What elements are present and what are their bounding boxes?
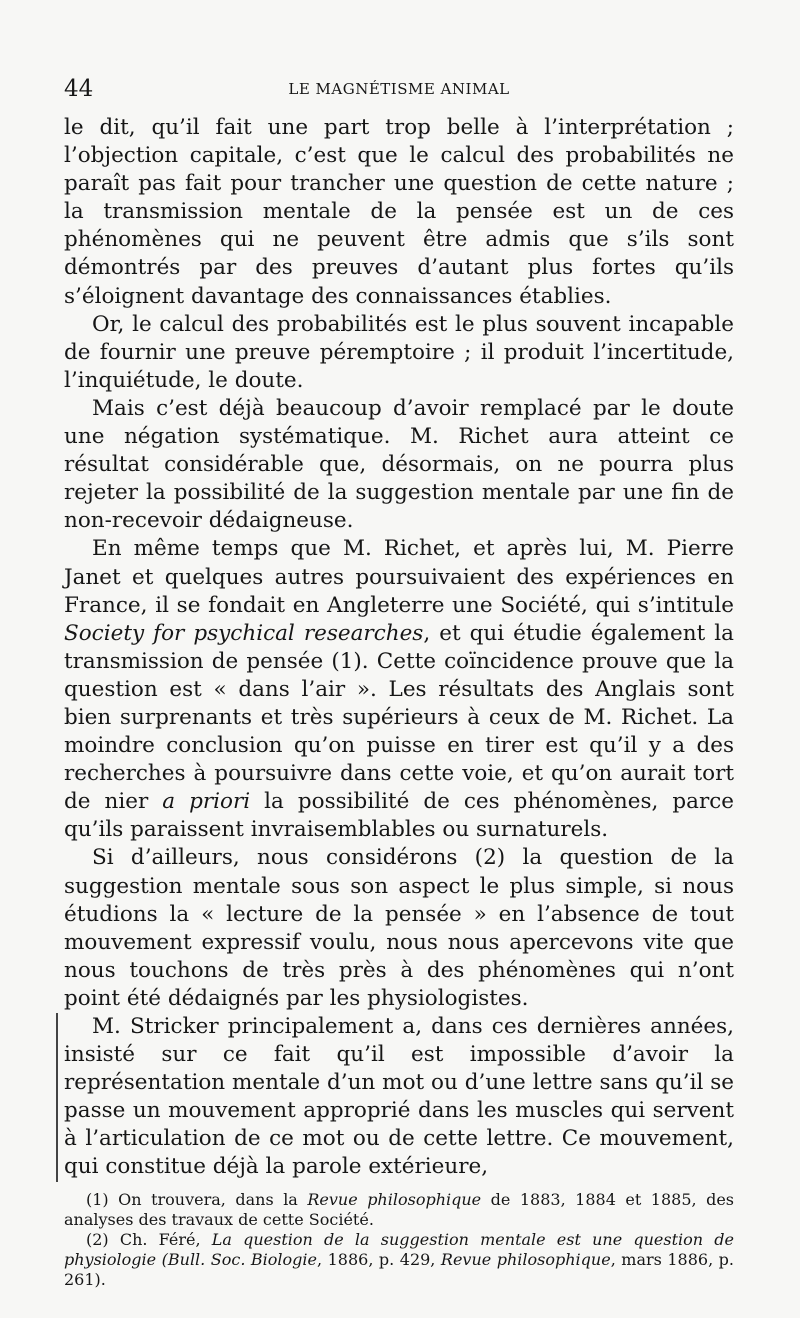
paragraph-5: Si d’ailleurs, nous considérons (2) la question de la suggestion mentale sous son aspect le plus simple, si nous étudions la « lecture de la pensée » en l’absence de tout mouvement expressif voulu, nous nous apercevons vite que nous touchons de très près à des phénomènes qui n’ont point été dédaignés par les physiologistes. bbox=[64, 845, 734, 1011]
paragraph-6: M. Stricker principalement a, dans ces dernières années, insisté sur ce fait qu’il est impossible d’avoir la représentation mentale d’un mot ou d’une lettre sans qu’il se passe un mouvement approprié dans les muscles qui servent à l’articulation de ce mot ou de cette lettre. Ce mouvement, qui constitue déjà la parole extérieure, bbox=[56, 1013, 734, 1182]
footnote-2-text-e: , mars 1886, p. 261). bbox=[64, 1249, 735, 1289]
a-priori-phrase: a priori bbox=[162, 789, 251, 815]
page-number: 44 bbox=[64, 76, 94, 102]
footnotes bbox=[64, 1190, 734, 1290]
paragraph-4-text-a: En même temps que M. Richet, et après lui, M. Pierre Janet et quelques autres poursuivaient des expériences en France, il se fondait en Angleterre une Société, qui s’intitule bbox=[64, 536, 734, 618]
paragraph-1: le dit, qu’il fait une part trop belle à l’interprétation ; l’objection capitale, c’est que le calcul des probabilités ne paraît pas fait pour trancher une question de cette nature ; la transmission mentale de la pensée est un de ces phénomènes qui ne peuvent être admis que s’ils sont démontrés par des preuves d’autant plus fortes qu’ils s’éloignent davantage des connaissances établies. bbox=[64, 115, 734, 309]
paragraph-2: Or, le calcul des probabilités est le plus souvent incapable de fournir une preuve péremptoire ; il produit l’incertitude, l’inquiétude, le doute. bbox=[64, 311, 734, 393]
body-text bbox=[64, 114, 734, 1182]
book-page bbox=[64, 74, 734, 1290]
footnote-2-journal: Revue philosophique bbox=[440, 1249, 611, 1269]
paragraph-4-text-c: , et qui étudie également la transmission de pensée (1). Cette coïncidence prouve que la question est « dans l’air ». Les résultats des Anglais sont bien surprenants et très supérieurs à ceux de M. Richet. La moindre conclusion qu’on puisse en tirer est qu’il y a des recherches à poursuivre dans cette voie, et qu’on aurait tort de nier bbox=[64, 620, 734, 815]
footnote-1-text-a: (1) On trouvera, dans la bbox=[86, 1189, 308, 1209]
footnote-1-text-c: de 1883, 1884 et 1885, des analyses des travaux de cette Société. bbox=[64, 1189, 735, 1229]
running-title: LE MAGNÉTISME ANIMAL bbox=[288, 80, 510, 98]
society-title: Society for psychical researches bbox=[64, 620, 424, 646]
footnote-2-text-c: , 1886, p. 429, bbox=[317, 1249, 441, 1269]
paragraph-3: Mais c’est déjà beaucoup d’avoir remplacé par le doute une négation systématique. M. Richet aura atteint ce résultat considérable que, désormais, on ne pourra plus rejeter la possibilité de la suggestion mentale par une fin de non-recevoir dédaigneuse. bbox=[64, 395, 734, 534]
footnote-2-article-title: La question de la suggestion mentale est une question de physiologie (Bull. Soc. Biologie bbox=[64, 1229, 734, 1269]
paragraph-4-text-e: la possibilité de ces phénomènes, parce qu’ils paraissent invraisemblables ou surnaturels. bbox=[64, 789, 735, 843]
footnote-2 bbox=[64, 1230, 734, 1290]
footnote-1 bbox=[64, 1190, 734, 1230]
footnote-1-journal: Revue philosophique bbox=[307, 1189, 482, 1209]
page-header bbox=[64, 74, 734, 104]
footnote-2-text-a: (2) Ch. Féré, bbox=[86, 1229, 212, 1249]
paragraph-4 bbox=[64, 535, 734, 844]
